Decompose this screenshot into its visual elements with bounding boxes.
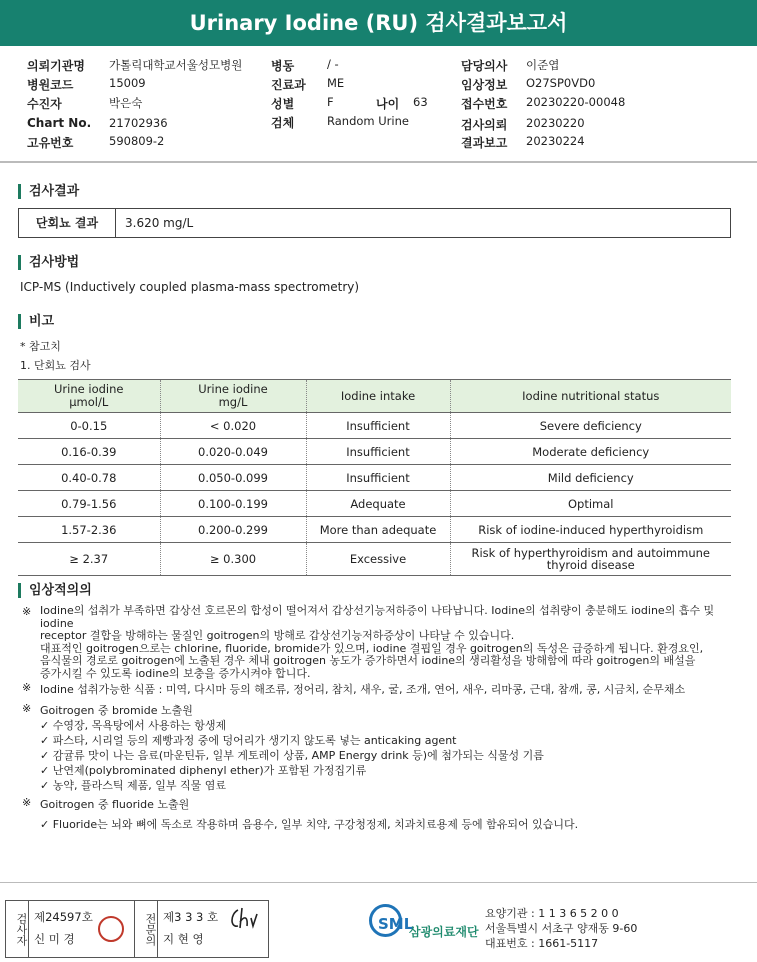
table-cell: Optimal <box>450 491 731 517</box>
result-label: 단회뇨 결과 <box>19 209 116 237</box>
note-mark: ※ <box>22 605 32 618</box>
visit-field-label: 진료과 <box>271 78 306 92</box>
table-row <box>18 517 731 543</box>
table-cell: Insufficient <box>306 439 450 465</box>
footer-divider <box>0 882 757 883</box>
bromide-item: ✓ 난연제(polybrominated diphenyl ether)가 포함된 가정집기류 <box>40 764 367 777</box>
clinical-foods: Iodine 섭취가능한 식품 : 미역, 다시마 등의 해조류, 정어리, 참치, 새우, 굴, 조개, 연어, 새우, 리마콩, 근대, 참깨, 콩, 시금치, 순무채소 <box>40 683 686 696</box>
note-mark: ※ <box>22 702 32 715</box>
table-cell: ≥ 2.37 <box>18 543 160 576</box>
patient-field-value: 가톨릭대학교서울성모병원 <box>109 58 243 72</box>
visit-field-label: 검체 <box>271 116 295 130</box>
tester-license: 제24597호 <box>34 910 93 924</box>
table-cell: 0.100-0.199 <box>160 491 306 517</box>
visit-field-label: 성별 <box>271 97 295 111</box>
table-cell: Moderate deficiency <box>450 439 731 465</box>
patient-field-value: 15009 <box>109 76 146 90</box>
table-row <box>18 413 731 439</box>
patient-field-value: 박은숙 <box>109 96 143 110</box>
age-label: 나이 <box>376 97 400 111</box>
clinical-fluoride-item: ✓ Fluoride는 뇌와 뼈에 독소로 작용하며 음용수, 일부 치약, 구강청정제, 치과치료용제 등에 함유되어 있습니다. <box>40 818 579 831</box>
tester-label: 검사자 <box>6 901 29 957</box>
table-row <box>18 491 731 517</box>
method-text: ICP-MS (Inductively coupled plasma-mass spectrometry) <box>20 280 360 294</box>
reference-table-header <box>18 380 731 413</box>
clinical-fluoride-title: Goitrogen 중 fluoride 노출원 <box>40 798 190 811</box>
visit-field-value: ME <box>327 76 345 90</box>
visit-field-value: / - <box>327 57 339 71</box>
report-field-value: O27SP0VD0 <box>526 76 596 90</box>
table-row <box>18 439 731 465</box>
table-cell: 0-0.15 <box>18 413 160 439</box>
section-method-title: 검사방법 <box>18 255 79 270</box>
report-field-label: 검사의뢰 <box>461 118 508 132</box>
age-value: 63 <box>413 95 428 109</box>
table-row <box>18 543 731 576</box>
logo-name: 삼광의료재단 <box>409 925 479 939</box>
remarks-item: 1. 단회뇨 검사 <box>20 359 91 372</box>
report-field-value: 20230220-00048 <box>526 95 626 109</box>
section-result-title: 검사결과 <box>18 184 79 199</box>
table-cell: 0.050-0.099 <box>160 465 306 491</box>
report-field-value: 이준엽 <box>526 58 560 72</box>
section-clinical-title: 임상적의의 <box>18 583 92 598</box>
ref-col-header: Iodine nutritional status <box>450 380 731 413</box>
note-mark: ※ <box>22 681 32 694</box>
report-field-label: 담당의사 <box>461 59 508 73</box>
result-box <box>18 208 731 238</box>
table-cell: ≥ 0.300 <box>160 543 306 576</box>
clinical-paragraph-1: Iodine의 섭취가 부족하면 갑상선 호르몬의 합성이 떨어져서 갑상선기능저하증이 나타납니다. Iodine의 섭취량이 충분해도 iodine의 흡수 및 iodine receptor 결합을 방해하는 물질인 goitrogen의 방해로 갑상선기능저하증상이 나타날 수 있습니다. 대표적인 goitrogen으로는 chlorine, fluoride, bromide가 있으며, iodine 결핍일 경우 goitrogen의 독성은 급증하게 됩니다. 환경요인, 음식물의 경로로 goitrogen에 노출된 경우 체내 goitrogen 농도가 증가하면서 iodine의 생리활성을 방해함에 따라 goitrogen의 배설을 증가시킬 수 있도록 iodine의 보충을 증가시켜야 합니다. <box>40 604 715 680</box>
patient-field-value: 590809-2 <box>109 134 165 148</box>
specialist-license: 제3 3 3 호 <box>163 910 219 924</box>
bromide-item: ✓ 감귤류 맛이 나는 음료(마운틴듀, 일부 게토레이 상품, AMP Energy drink 등)에 첨가되는 식물성 기름 <box>40 749 544 762</box>
visit-field-value: Random Urine <box>327 114 409 128</box>
table-cell: Severe deficiency <box>450 413 731 439</box>
section-remarks-title: 비고 <box>18 314 54 329</box>
table-cell: Insufficient <box>306 413 450 439</box>
table-cell: Insufficient <box>306 465 450 491</box>
institution-code: 요양기관 : 1 1 3 6 5 2 0 0 <box>485 907 619 920</box>
signature <box>226 904 260 932</box>
table-cell: 1.57-2.36 <box>18 517 160 543</box>
tester-name: 신 미 경 <box>34 932 75 946</box>
institution-phone: 대표번호 : 1661-5117 <box>485 937 599 950</box>
table-cell: 0.020-0.049 <box>160 439 306 465</box>
table-cell: Risk of hyperthyroidism and autoimmune thyroid disease <box>450 543 731 576</box>
table-cell: < 0.020 <box>160 413 306 439</box>
table-cell: 0.16-0.39 <box>18 439 160 465</box>
report-field-label: 접수번호 <box>461 97 508 111</box>
report-field-value: 20230224 <box>526 134 585 148</box>
note-mark: ※ <box>22 796 32 809</box>
institution-address: 서울특별시 서초구 양재동 9-60 <box>485 922 638 935</box>
table-row <box>18 465 731 491</box>
bromide-item: ✓ 수영장, 목욕탕에서 사용하는 항생제 <box>40 719 227 732</box>
specialist-name: 지 현 영 <box>163 932 204 946</box>
patient-field-label: 의뢰기관명 <box>27 59 85 73</box>
remarks-reference: * 참고치 <box>20 340 61 353</box>
patient-field-label: 고유번호 <box>27 136 74 150</box>
patient-field-label: 수진자 <box>27 97 62 111</box>
table-cell: Excessive <box>306 543 450 576</box>
visit-field-label: 병동 <box>271 59 295 73</box>
ref-col-header: Iodine intake <box>306 380 450 413</box>
header-divider <box>0 161 757 163</box>
report-field-value: 20230220 <box>526 116 585 130</box>
clinical-bromide-title: Goitrogen 중 bromide 노출원 <box>40 704 193 717</box>
patient-field-label: Chart No. <box>27 116 92 130</box>
report-title: Urinary Iodine (RU) 검사결과보고서 <box>0 0 757 46</box>
result-value: 3.620 mg/L <box>125 216 194 230</box>
table-cell: 0.40-0.78 <box>18 465 160 491</box>
patient-field-label: 병원코드 <box>27 78 74 92</box>
table-cell: Risk of iodine-induced hyperthyroidism <box>450 517 731 543</box>
table-cell: Adequate <box>306 491 450 517</box>
visit-field-value: F <box>327 95 334 109</box>
bromide-item: ✓ 파스타, 시리얼 등의 제빵과정 중에 덩어리가 생기지 않도록 넣는 anticaking agent <box>40 734 457 747</box>
bromide-item: ✓ 농약, 플라스틱 제품, 일부 직물 염료 <box>40 779 226 792</box>
table-cell: 0.79-1.56 <box>18 491 160 517</box>
report-field-label: 결과보고 <box>461 136 508 150</box>
reference-table <box>18 379 731 576</box>
ref-col-header: Urine iodine μmol/L <box>18 380 160 413</box>
table-cell: Mild deficiency <box>450 465 731 491</box>
logo-mark: SML <box>378 915 414 933</box>
report-field-label: 임상정보 <box>461 78 508 92</box>
table-cell: More than adequate <box>306 517 450 543</box>
patient-field-value: 21702936 <box>109 116 168 130</box>
ref-col-header: Urine iodine mg/L <box>160 380 306 413</box>
tester-seal <box>98 916 124 942</box>
specialist-label: 전문의 <box>134 901 158 957</box>
table-cell: 0.200-0.299 <box>160 517 306 543</box>
